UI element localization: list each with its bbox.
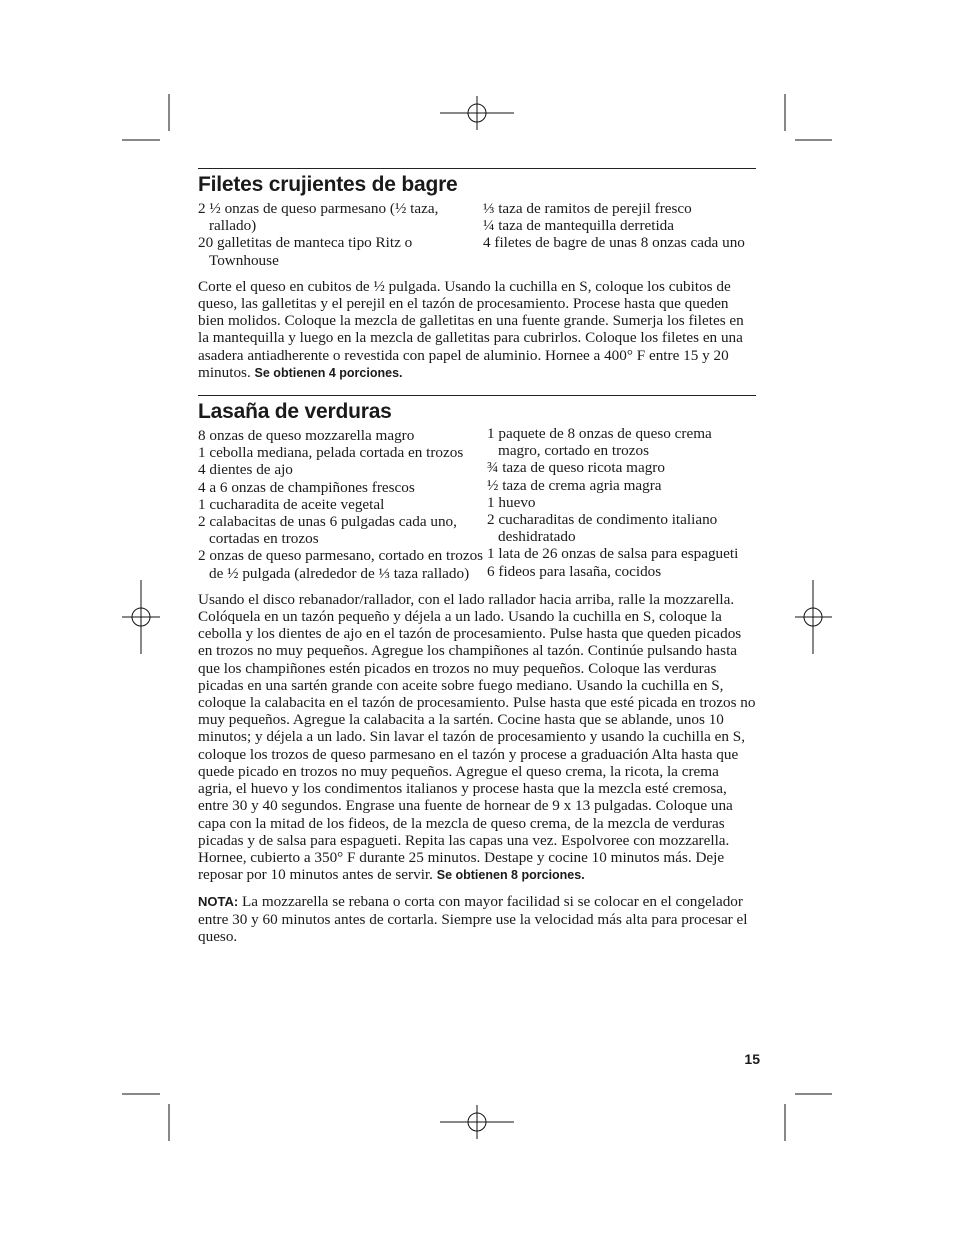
ingredients-right — [487, 425, 756, 582]
ingredient-item: 2 cucharaditas de condimento italiano deshidratado — [487, 511, 718, 546]
ingredient-item: ½ taza de crema agria magra — [487, 476, 662, 494]
ingredient-item: ¾ taza de queso ricota magro — [487, 459, 665, 477]
ingredients — [198, 200, 756, 269]
ingredient-item: 6 fideos para lasaña, cocidos — [487, 562, 662, 580]
recipe-instructions — [198, 591, 756, 884]
recipe-instructions — [198, 278, 756, 382]
recipe-title: Filetes crujientes de bagre — [198, 173, 458, 196]
instructions-text: Corte el queso en cubitos de ½ pulgada. Usando la cuchilla en S, coloque los cubitos de queso, las galletitas y el perejil en el tazón de procesamiento. Procese hasta que queden bien molidos. Coloque la mezcla de galletitas en una fuente grande. Sumerja los filetes en la mantequilla y luego en la mezcla de galletitas para cubrirlos. Coloque los filetes en una asadera antiadherente o revestida con papel de aluminio. Hornee a 400° F entre 15 y 20 minutos. — [198, 277, 744, 381]
ingredient-item: 1 paquete de 8 onzas de queso crema magro, cortado en trozos — [487, 425, 712, 460]
ingredient-item: 2 calabacitas de unas 6 pulgadas cada uno, cortadas en trozos — [198, 513, 457, 548]
page-number: 15 — [744, 1051, 760, 1067]
ingredient-item: 1 cebolla mediana, pelada cortada en trozos — [198, 444, 464, 462]
ingredients-left — [198, 427, 487, 582]
servings: Se obtienen 4 porciones. — [254, 365, 403, 380]
ingredient-item: 1 lata de 26 onzas de salsa para espagueti — [487, 545, 739, 563]
ingredient-item: 2 onzas de queso parmesano, cortado en trozos de ½ pulgada (alrededor de ⅓ taza rallado) — [198, 547, 484, 582]
ingredient-item: 20 galletitas de manteca tipo Ritz o Townhouse — [198, 234, 413, 269]
ingredient-item: 4 filetes de bagre de unas 8 onzas cada uno — [483, 234, 745, 252]
ingredient-item: 2 ½ onzas de queso parmesano (½ taza, rallado) — [198, 200, 439, 235]
section-divider — [198, 168, 756, 169]
note-label: NOTA: — [198, 894, 239, 910]
instructions-text: Usando el disco rebanador/rallador, con el lado rallador hacia arriba, ralle la mozzarella. Colóquela en un tazón pequeño y déjela a un lado. Usando la cuchilla en S, coloque la cebolla y los dientes de ajo en el tazón de procesamiento. Pulse hasta que queden picados en trozos no muy pequeños. Agregue los champiñones al tazón. Continúe pulsando hasta que los champiñones estén picados en trozos no muy pequeños. Coloque las verduras picadas en una sartén grande con aceite sobre fuego mediano. Usando la cuchilla en S, coloque la calabacita en el tazón de procesamiento. Pulse hasta que esté picada en trozos no muy pequeños. Agregue la calabacita a la sartén. Cocine hasta que se ablande, unos 10 minutos; y déjela a un lado. Sin lavar el tazón de procesamiento y usando la cuchilla en S, coloque los trozos de queso parmesano en el tazón y procese a graduación Alta hasta que quede picado en trozos no muy pequeños. Agregue el queso crema, la ricota, la crema agria, el huevo y los condimentos italianos y procese hasta que la mezcla esté cremosa, entre 30 y 40 segundos. Engrase una fuente de hornear de 9 x 13 pulgadas. Coloque una capa con la mitad de los fideos, de la mezcla de queso crema, de la mezcla de verduras picadas y de salsa para espagueti. Repita las capas una vez. Espolvoree con mozzarella. Hornee, cubierto a 350° F durante 25 minutos. Destape y cocine 10 minutos más. Deje reposar por 10 minutos antes de servir. — [198, 590, 756, 884]
servings: Se obtienen 8 porciones. — [436, 868, 585, 883]
ingredients — [198, 427, 756, 582]
ingredient-item: 1 cucharadita de aceite vegetal — [198, 495, 385, 513]
ingredient-item: 4 a 6 onzas de champiñones frescos — [198, 478, 415, 496]
ingredient-item: 4 dientes de ajo — [198, 461, 293, 479]
note-text: La mozzarella se rebana o corta con mayor facilidad si se colocar en el congelador entre 30 y 60 minutos antes de cortarla. Siempre use la velocidad más alta para procesar el queso. — [198, 893, 748, 945]
recipe-lasagna — [198, 395, 756, 945]
ingredients-left — [198, 200, 483, 269]
recipe-title: Lasaña de verduras — [198, 400, 392, 424]
ingredients-right — [483, 200, 756, 269]
page-content — [198, 168, 756, 945]
ingredient-item: ⅓ taza de ramitos de perejil fresco — [483, 200, 692, 217]
ingredient-item: ¼ taza de mantequilla derretida — [483, 217, 675, 235]
recipe-note — [198, 893, 756, 945]
ingredient-item: 1 huevo — [487, 493, 536, 511]
section-divider — [198, 395, 756, 396]
recipe-catfish — [198, 168, 756, 382]
ingredient-item: 8 onzas de queso mozzarella magro — [198, 427, 415, 445]
